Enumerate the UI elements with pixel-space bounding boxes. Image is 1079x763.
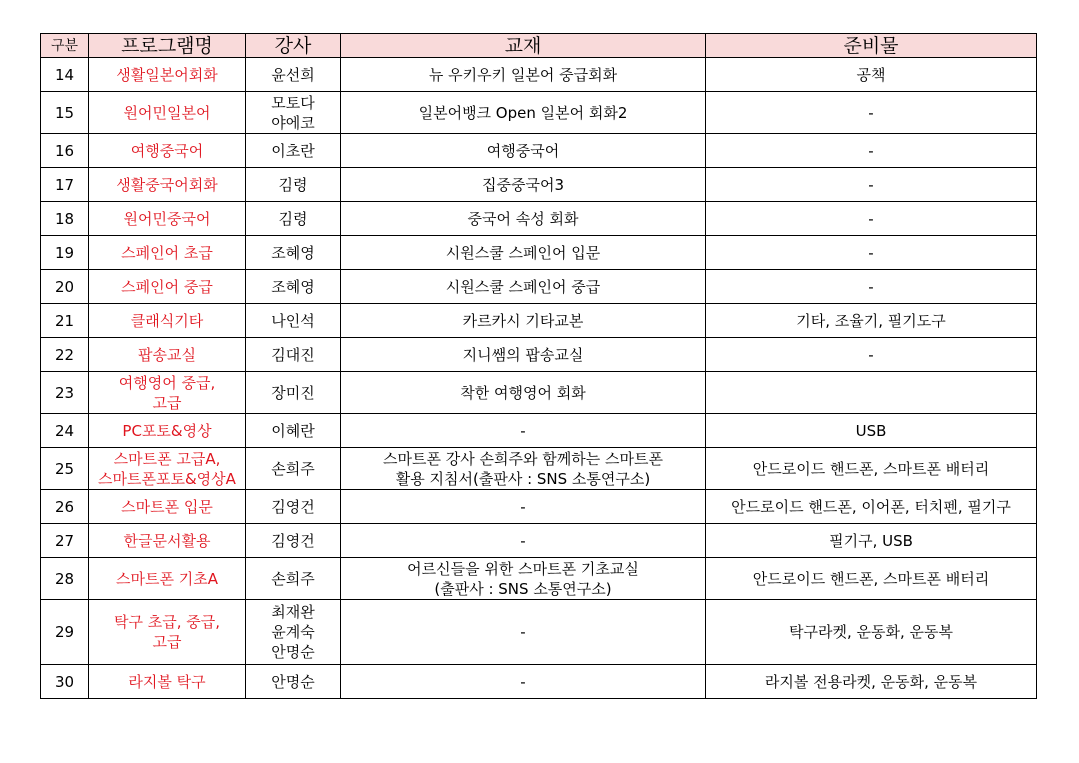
cell-textbook-text: 시원스쿨 스페인어 입문	[445, 243, 601, 262]
cell-program	[89, 524, 246, 558]
cell-instructor	[246, 202, 341, 236]
cell-textbook	[341, 490, 706, 524]
cell-supplies-text: 탁구라켓, 운동화, 운동복	[789, 623, 953, 641]
cell-instructor	[246, 58, 341, 92]
cell-no	[41, 414, 89, 448]
cell-instructor-text: 김령	[278, 209, 308, 228]
cell-supplies	[706, 270, 1037, 304]
cell-supplies-text: 안드로이드 핸드폰, 스마트폰 배터리	[752, 569, 990, 588]
cell-textbook	[341, 524, 706, 558]
cell-program	[89, 304, 246, 338]
cell-program-text: 한글문서활용	[123, 531, 211, 550]
cell-no	[41, 92, 89, 134]
cell-program	[89, 92, 246, 134]
cell-instructor	[246, 338, 341, 372]
table-row	[41, 338, 1037, 372]
cell-instructor-text: 김영건	[271, 497, 315, 516]
header-no: 구분	[41, 34, 89, 58]
cell-program	[89, 448, 246, 490]
cell-program	[89, 414, 246, 448]
table-row	[41, 304, 1037, 338]
header-textbook: 교재	[341, 34, 706, 58]
cell-instructor-text: 이초란	[271, 141, 315, 160]
cell-no	[41, 665, 89, 699]
cell-supplies	[706, 134, 1037, 168]
cell-no	[41, 236, 89, 270]
cell-textbook-text: 일본어뱅크 Open 일본어 회화2	[418, 103, 628, 122]
table-row	[41, 236, 1037, 270]
cell-textbook-text: 착한 여행영어 회화	[460, 383, 586, 402]
cell-no-text: 21	[54, 311, 75, 330]
cell-supplies	[706, 665, 1037, 699]
cell-supplies	[706, 372, 1037, 414]
cell-no	[41, 558, 89, 600]
cell-no	[41, 270, 89, 304]
cell-supplies	[706, 58, 1037, 92]
cell-instructor-text: 손희주	[271, 459, 315, 478]
cell-program-text: 생활중국어회화	[116, 175, 218, 194]
cell-no-text: 24	[54, 421, 75, 440]
cell-textbook-text: 스마트폰 강사 손희주와 함께하는 스마트폰 활용 지침서(출판사 : SNS 소통연구소)	[383, 449, 663, 488]
cell-instructor	[246, 304, 341, 338]
cell-no-text: 14	[54, 65, 75, 84]
cell-no	[41, 58, 89, 92]
cell-textbook	[341, 304, 706, 338]
cell-no	[41, 448, 89, 490]
cell-supplies	[706, 338, 1037, 372]
cell-textbook-text: 카르카시 기타교본	[462, 311, 584, 330]
cell-program-text: 여행영어 중급, 고급	[118, 373, 216, 412]
cell-no	[41, 304, 89, 338]
cell-supplies	[706, 168, 1037, 202]
cell-no-text: 27	[54, 531, 75, 550]
cell-program	[89, 134, 246, 168]
cell-supplies	[706, 524, 1037, 558]
cell-textbook-text: 뉴 우키우키 일본어 중급회화	[428, 65, 618, 84]
cell-instructor	[246, 490, 341, 524]
cell-program-text: 생활일본어회화	[116, 65, 218, 84]
cell-textbook	[341, 600, 706, 665]
cell-no-text: 15	[54, 103, 75, 122]
table-row	[41, 270, 1037, 304]
cell-supplies-text: 필기구, USB	[829, 531, 913, 550]
cell-supplies-text: -	[868, 103, 874, 122]
table-row	[41, 600, 1037, 665]
cell-textbook	[341, 168, 706, 202]
cell-program-text: 원어민일본어	[123, 103, 211, 122]
table-body	[41, 58, 1037, 699]
cell-instructor	[246, 372, 341, 414]
cell-textbook	[341, 236, 706, 270]
cell-no-text: 29	[54, 623, 75, 641]
cell-instructor-text: 조혜영	[271, 243, 315, 262]
cell-no	[41, 202, 89, 236]
cell-instructor	[246, 524, 341, 558]
cell-supplies-text: -	[868, 209, 874, 228]
cell-instructor-text: 윤선희	[271, 65, 315, 84]
cell-textbook	[341, 58, 706, 92]
cell-textbook	[341, 202, 706, 236]
header-instructor: 강사	[246, 34, 341, 58]
cell-program	[89, 665, 246, 699]
cell-instructor-text: 김영건	[271, 531, 315, 550]
cell-supplies	[706, 600, 1037, 665]
cell-supplies	[706, 304, 1037, 338]
table-row	[41, 372, 1037, 414]
cell-no-text: 16	[54, 141, 75, 160]
cell-supplies	[706, 236, 1037, 270]
cell-supplies	[706, 558, 1037, 600]
header-supplies: 준비물	[706, 34, 1037, 58]
cell-program	[89, 58, 246, 92]
cell-no	[41, 134, 89, 168]
cell-supplies	[706, 414, 1037, 448]
cell-program	[89, 372, 246, 414]
cell-instructor-text: 김령	[278, 175, 308, 194]
cell-no-text: 28	[54, 569, 75, 588]
cell-supplies-text: 안드로이드 핸드폰, 스마트폰 배터리	[752, 459, 990, 478]
cell-textbook-text: 집중중국어3	[482, 175, 564, 194]
cell-supplies-text: 기타, 조율기, 필기도구	[796, 311, 946, 330]
cell-supplies-text: -	[868, 141, 874, 160]
cell-no	[41, 600, 89, 665]
table-row	[41, 448, 1037, 490]
cell-program	[89, 202, 246, 236]
course-table	[40, 33, 1037, 699]
cell-instructor-text: 손희주	[271, 569, 315, 588]
cell-textbook	[341, 270, 706, 304]
cell-no-text: 23	[54, 383, 75, 402]
cell-textbook-text: -	[520, 531, 526, 550]
header-row	[41, 34, 1037, 58]
cell-instructor	[246, 414, 341, 448]
table-row	[41, 524, 1037, 558]
cell-supplies-text: -	[868, 175, 874, 194]
cell-program-text: 팝송교실	[138, 345, 196, 364]
cell-no-text: 22	[54, 345, 75, 364]
cell-program	[89, 490, 246, 524]
cell-program-text: PC포토&영상	[122, 421, 212, 440]
cell-supplies	[706, 490, 1037, 524]
cell-supplies	[706, 448, 1037, 490]
cell-instructor-text: 이혜란	[271, 421, 315, 440]
cell-textbook-text: -	[520, 497, 526, 516]
table-row	[41, 202, 1037, 236]
table-row	[41, 558, 1037, 600]
cell-textbook-text: 중국어 속성 회화	[467, 209, 579, 228]
cell-no	[41, 490, 89, 524]
cell-program	[89, 168, 246, 202]
cell-instructor-text: 김대진	[271, 345, 315, 364]
cell-instructor	[246, 168, 341, 202]
cell-program	[89, 558, 246, 600]
cell-supplies-text: 공책	[856, 65, 886, 84]
cell-textbook	[341, 134, 706, 168]
cell-textbook	[341, 414, 706, 448]
cell-program	[89, 600, 246, 665]
table-row	[41, 92, 1037, 134]
cell-program-text: 스페인어 중급	[121, 277, 213, 296]
cell-no-text: 25	[54, 459, 75, 478]
cell-program-text: 클래식기타	[130, 311, 204, 330]
cell-program-text: 여행중국어	[130, 141, 204, 160]
cell-supplies-text: -	[868, 243, 874, 262]
cell-instructor	[246, 92, 341, 134]
cell-textbook	[341, 372, 706, 414]
cell-program	[89, 270, 246, 304]
cell-no-text: 26	[54, 497, 75, 516]
cell-textbook-text: -	[520, 672, 526, 691]
cell-supplies-text: 라지볼 전용라켓, 운동화, 운동복	[764, 672, 978, 691]
cell-program-text: 스마트폰 입문	[121, 497, 213, 516]
cell-textbook-text: -	[520, 421, 526, 440]
cell-supplies-text: -	[868, 277, 874, 296]
cell-program-text: 탁구 초급, 중급, 고급	[113, 613, 220, 651]
cell-textbook-text: 어르신들을 위한 스마트폰 기초교실 (출판사 : SNS 소통연구소)	[407, 559, 639, 598]
cell-instructor-text: 장미진	[271, 383, 315, 402]
cell-instructor-text: 최재완 윤계숙 안명순	[271, 603, 315, 661]
cell-textbook-text: 시원스쿨 스페인어 중급	[445, 277, 601, 296]
table-row	[41, 168, 1037, 202]
table-row	[41, 134, 1037, 168]
cell-instructor	[246, 558, 341, 600]
cell-no-text: 20	[54, 277, 75, 296]
cell-program	[89, 236, 246, 270]
cell-instructor	[246, 236, 341, 270]
cell-textbook	[341, 92, 706, 134]
cell-instructor-text: 안명순	[271, 672, 315, 691]
cell-no	[41, 372, 89, 414]
cell-no	[41, 524, 89, 558]
cell-program-text: 스마트폰 고급A, 스마트폰포토&영상A	[98, 449, 236, 488]
cell-instructor-text: 나인석	[271, 311, 315, 330]
cell-textbook	[341, 558, 706, 600]
cell-supplies	[706, 92, 1037, 134]
cell-instructor	[246, 448, 341, 490]
header-program: 프로그램명	[89, 34, 246, 58]
cell-instructor	[246, 270, 341, 304]
cell-textbook	[341, 338, 706, 372]
cell-no-text: 18	[54, 209, 75, 228]
cell-program-text: 원어민중국어	[123, 209, 211, 228]
cell-program-text: 스마트폰 기초A	[116, 569, 218, 588]
cell-textbook-text: -	[520, 623, 526, 641]
table-row	[41, 490, 1037, 524]
cell-instructor	[246, 665, 341, 699]
cell-no	[41, 168, 89, 202]
cell-supplies-text: -	[868, 345, 874, 364]
cell-instructor	[246, 134, 341, 168]
cell-no-text: 17	[54, 175, 75, 194]
cell-textbook	[341, 448, 706, 490]
cell-instructor-text: 모토다 야에코	[271, 93, 315, 132]
table-row	[41, 665, 1037, 699]
cell-supplies	[706, 202, 1037, 236]
cell-supplies-text: 안드로이드 핸드폰, 이어폰, 터치펜, 필기구	[731, 497, 1011, 516]
cell-textbook-text: 지니쌤의 팝송교실	[462, 345, 584, 364]
cell-no	[41, 338, 89, 372]
table-row	[41, 414, 1037, 448]
table-row	[41, 58, 1037, 92]
cell-supplies-text: USB	[855, 421, 887, 440]
cell-program-text: 스페인어 초급	[121, 243, 213, 262]
cell-textbook-text: 여행중국어	[486, 141, 560, 160]
cell-no-text: 30	[54, 672, 75, 691]
cell-instructor-text: 조혜영	[271, 277, 315, 296]
cell-program	[89, 338, 246, 372]
cell-textbook	[341, 665, 706, 699]
cell-program-text: 라지볼 탁구	[128, 672, 206, 691]
cell-no-text: 19	[54, 243, 75, 262]
cell-instructor	[246, 600, 341, 665]
